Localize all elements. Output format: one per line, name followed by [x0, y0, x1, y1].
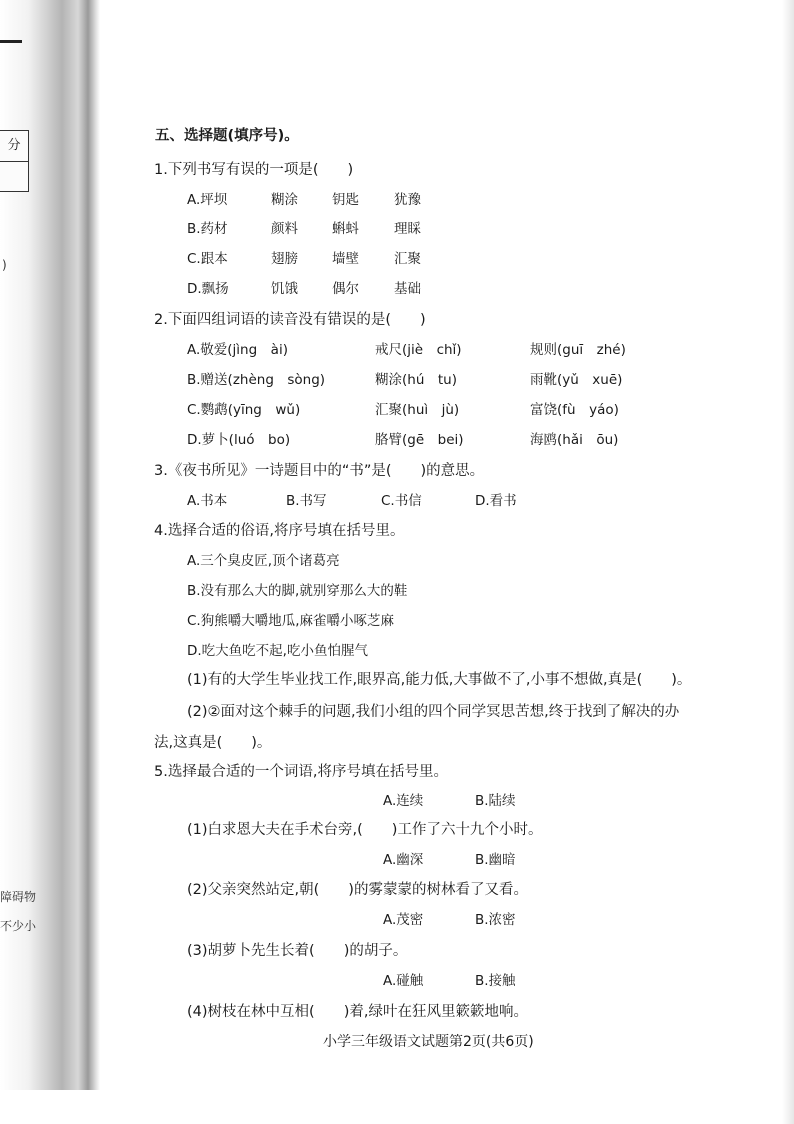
q2-row-c-c2: 汇聚(huì jù): [375, 402, 460, 418]
q2-row-b-c1: B.赠送(zhèng sòng): [187, 372, 326, 388]
q2-row-c-c1: C.鹦鹉(yīng wǔ): [187, 402, 301, 418]
margin-paren: ): [2, 258, 7, 272]
q2-stem: 2.下面四组词语的读音没有错误的是( ): [154, 312, 426, 328]
q1-row-a-w2: 钥匙: [332, 192, 359, 208]
q5-4-option-b: B.接触: [475, 973, 516, 989]
q5-1-sentence: (1)白求恩大夫在手术台旁,( )工作了六十九个小时。: [187, 822, 543, 838]
q5-3-option-b: B.浓密: [475, 912, 516, 928]
q4-sub2-line1: (2)②面对这个棘手的问题,我们小组的四个同学冥思苦想,终于找到了解决的办: [187, 704, 680, 720]
q2-row-a-c1: A.敬爱(jìng ài): [187, 342, 288, 358]
q4-option-c: C.狗熊嚼大嚼地瓜,麻雀嚼小啄芝麻: [187, 613, 395, 629]
q5-2-option-b: B.幽暗: [475, 852, 516, 868]
q3-option-c: C.书信: [381, 493, 422, 509]
q4-option-b: B.没有那么大的脚,就别穿那么大的鞋: [187, 583, 408, 599]
q1-row-b-w2: 蝌蚪: [332, 221, 359, 237]
q2-row-c-c3: 富饶(fù yáo): [530, 402, 619, 418]
score-label: 分: [0, 131, 28, 162]
q1-row-d-label: D.飘扬: [187, 281, 229, 297]
q5-3-sentence: (3)胡萝卜先生长着( )的胡子。: [187, 943, 408, 959]
margin-side-text-2: 不少小: [0, 919, 37, 933]
q1-row-c-w1: 翅膀: [271, 251, 298, 267]
q1-row-d-w1: 饥饿: [271, 281, 298, 297]
q5-stem: 5.选择最合适的一个词语,将序号填在括号里。: [154, 764, 448, 780]
q1-row-a-label: A.坪坝: [187, 192, 228, 208]
q1-row-b-w1: 颜料: [271, 221, 298, 237]
q4-sub1: (1)有的大学生毕业找工作,眼界高,能力低,大事做不了,小事不想做,真是( )。: [187, 672, 692, 688]
q3-option-a: A.书本: [187, 493, 228, 509]
q2-row-d-c3: 海鸥(hǎi ōu): [530, 432, 619, 448]
q4-option-a: A.三个臭皮匠,顶个诸葛亮: [187, 553, 340, 569]
q1-row-c-w2: 墙壁: [332, 251, 359, 267]
q5-1-option-a: A.连续: [383, 793, 424, 809]
q5-3-option-a: A.茂密: [383, 912, 424, 928]
q5-4-option-a: A.碰触: [383, 973, 424, 989]
q1-row-d-w2: 偶尔: [332, 281, 359, 297]
q3-stem: 3.《夜书所见》一诗题目中的“书”是( )的意思。: [154, 463, 485, 479]
q1-row-b-w3: 理睬: [394, 221, 421, 237]
q4-sub2-line2: 法,这真是( )。: [154, 735, 272, 751]
q5-2-sentence: (2)父亲突然站定,朝( )的雾蒙蒙的树林看了又看。: [187, 882, 528, 898]
q1-row-c-label: C.跟本: [187, 251, 228, 267]
q2-row-a-c3: 规则(guī zhé): [530, 342, 626, 358]
page-footer: 小学三年级语文试题第2页(共6页): [323, 1034, 534, 1050]
q2-row-d-c2: 胳臂(gē bei): [375, 432, 464, 448]
q5-2-option-a: A.幽深: [383, 852, 424, 868]
q2-row-b-c3: 雨靴(yǔ xuē): [530, 372, 623, 388]
q1-stem: 1.下列书写有误的一项是( ): [154, 162, 354, 178]
section-title: 五、选择题(填序号)。: [155, 128, 299, 144]
q2-row-d-c1: D.萝卜(luó bo): [187, 432, 291, 448]
q4-option-d: D.吃大鱼吃不起,吃小鱼怕腥气: [187, 643, 368, 659]
q5-4-sentence: (4)树枝在林中互相( )着,绿叶在狂风里簌簌地响。: [187, 1004, 528, 1020]
q1-row-d-w3: 基础: [394, 281, 421, 297]
q1-row-b-label: B.药材: [187, 221, 228, 237]
q1-row-a-w1: 糊涂: [271, 192, 298, 208]
q1-row-c-w3: 汇聚: [394, 251, 421, 267]
q3-option-d: D.看书: [475, 493, 517, 509]
q3-option-b: B.书写: [286, 493, 327, 509]
q4-stem: 4.选择合适的俗语,将序号填在括号里。: [154, 523, 405, 539]
q2-row-b-c2: 糊涂(hú tu): [375, 372, 457, 388]
q1-row-a-w3: 犹豫: [394, 192, 421, 208]
margin-side-text-1: 障碍物: [0, 890, 37, 904]
q5-1-option-b: B.陆续: [475, 793, 516, 809]
q2-row-a-c2: 戒尺(jiè chǐ): [375, 342, 462, 358]
